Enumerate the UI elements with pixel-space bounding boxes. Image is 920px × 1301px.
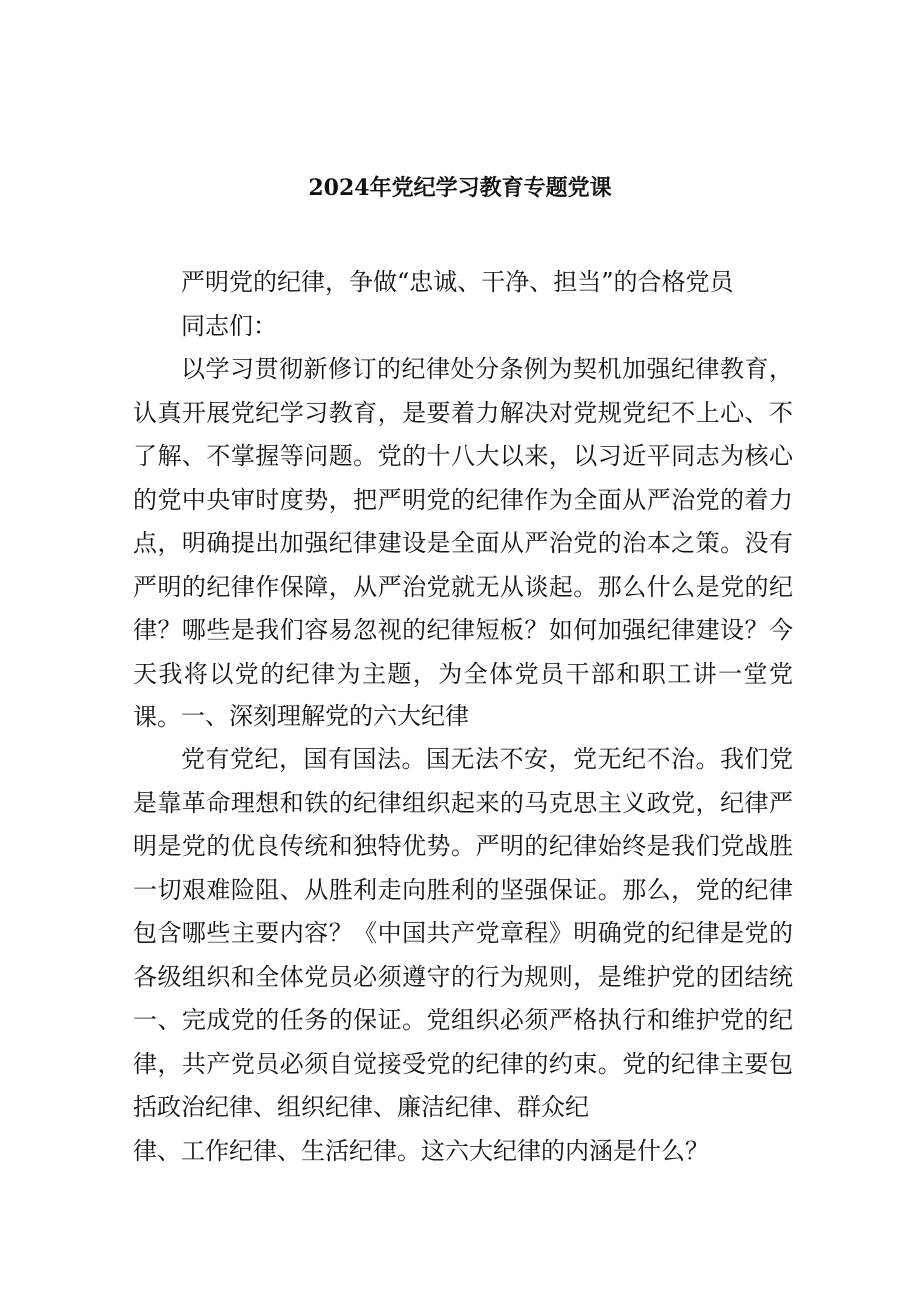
intro-paragraph: 以学习贯彻新修订的纪律处分条例为契机加强纪律教育，认真开展党纪学习教育，是要着力解决对党规党纪不上心、不了解、不掌握等问题。党的十八大以来，以习近平同志为核心的党中央审时度势，把严明党的纪律作为全面从严治党的着力点，明确提出加强纪律建设是全面从严治党的治本之策。没有严明的纪律作保障，从严治党就无从谈起。那么什么是党的纪律？哪些是我们容易忽视的纪律短板？如何加强纪律建设？今天我将以党的纪律为主题，为全体党员干部和职工讲一堂党课。 [133,355,793,731]
document-title: 2024年党纪学习教育专题党课 [308,175,612,201]
document-subtitle: 严明党的纪律，争做“忠诚、干净、担当”的合格党员 [181,268,734,296]
section-paragraph: 党有党纪，国有国法。国无法不安，党无纪不治。我们党是靠革命理想和铁的纪律组织起来的马克思主义政党，纪律严明是党的优良传统和独特优势。严明的纪律始终是我们党战胜一切艰难险阻、从胜利走向胜利的坚强保证。那么，党的纪律包含哪些主要内容？《中国共产党章程》明确党的纪律是党的各级组织和全体党员必须遵守的行为规则，是维护党的团结统一、完成党的任务的保证。党组织必须严格执行和维护党的纪律，共产党员必须自觉接受党的纪律的约束。党的纪律主要包括政治纪律、组织纪律、廉洁纪律、群众纪 [133,745,793,1121]
section-heading: 一、深刻理解党的六大纪律 [181,702,469,730]
salutation: 同志们： [181,312,277,340]
section-paragraph-continued: 律、工作纪律、生活纪律。这六大纪律的内涵是什么？ [133,1137,709,1165]
